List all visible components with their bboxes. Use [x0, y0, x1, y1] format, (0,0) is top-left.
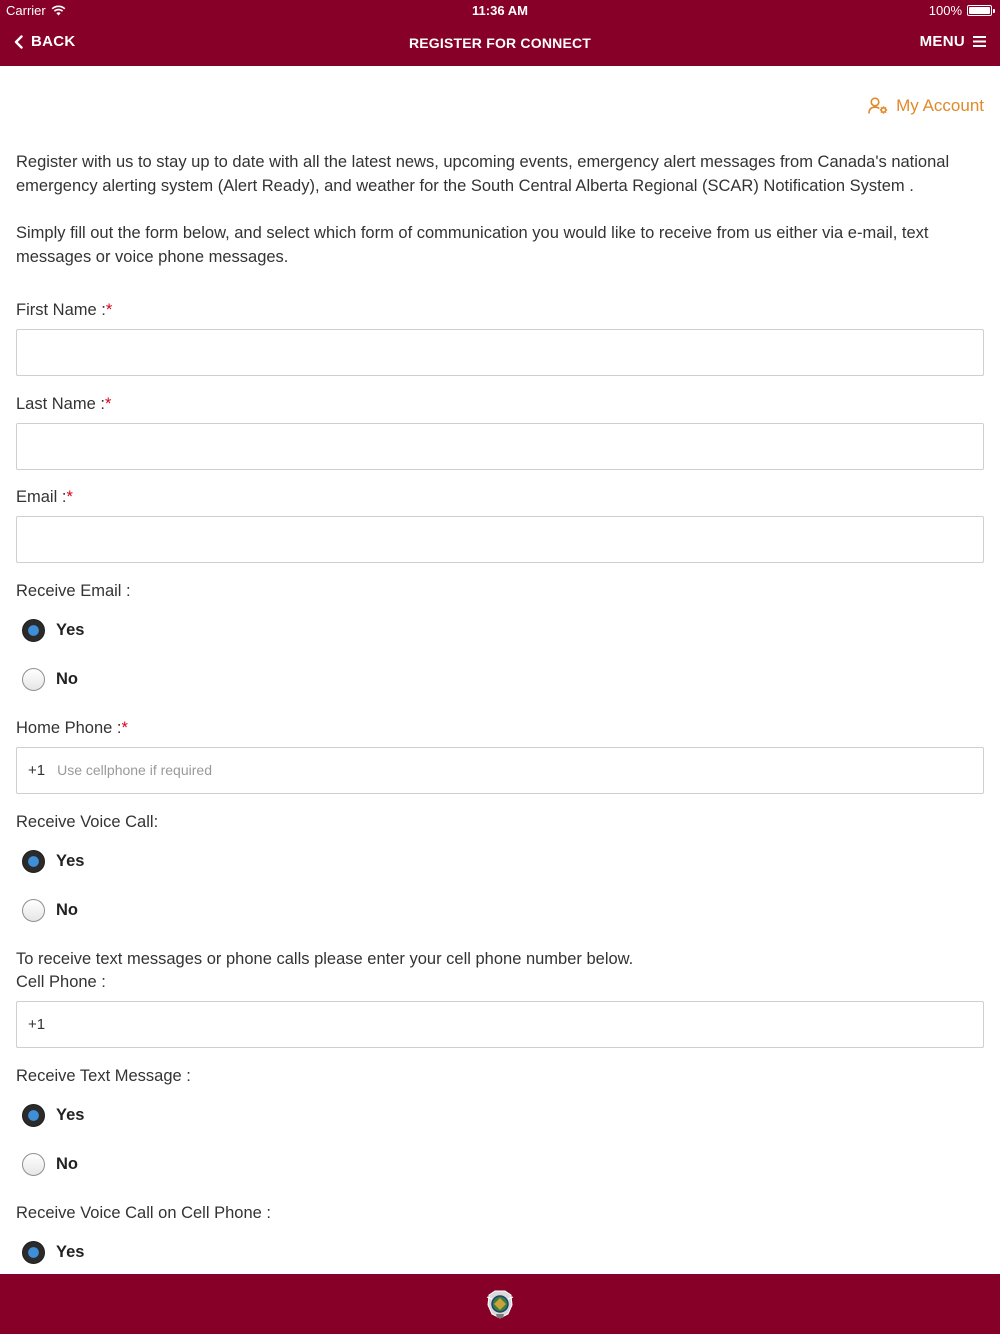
status-time: 11:36 AM	[472, 3, 528, 18]
no-label: No	[56, 1155, 78, 1173]
cell-phone-country-code: +1	[28, 1016, 46, 1033]
yes-label: Yes	[56, 852, 85, 870]
receive-voice-cell-label: Receive Voice Call on Cell Phone :	[16, 1204, 271, 1222]
home-phone-field[interactable]	[16, 747, 984, 794]
battery-percent: 100%	[928, 3, 962, 18]
receive-text-yes-option[interactable]	[22, 1104, 84, 1127]
receive-text-no-option[interactable]	[22, 1153, 78, 1176]
receive-text-label: Receive Text Message :	[16, 1067, 191, 1085]
hamburger-icon	[973, 36, 986, 47]
no-label: No	[56, 901, 78, 919]
my-account-label: My Account	[896, 96, 984, 115]
receive-email-no-option[interactable]	[22, 668, 78, 691]
receive-voice-yes-radio[interactable]	[22, 850, 45, 873]
intro-paragraph-2: Simply fill out the form below, and select which form of communication you would like to receive from us either via e-mail, text messages or voice phone messages.	[16, 224, 929, 266]
no-label: No	[56, 670, 78, 688]
email-input[interactable]	[28, 517, 983, 562]
receive-email-yes-radio[interactable]	[22, 619, 45, 642]
cell-phone-label: Cell Phone :	[16, 973, 106, 991]
page-title: REGISTER FOR CONNECT	[408, 35, 592, 51]
required-mark: *	[121, 719, 128, 737]
cell-phone-input[interactable]	[57, 1002, 983, 1047]
carrier-label: Carrier	[6, 3, 46, 18]
bottom-bar	[0, 1274, 1000, 1334]
my-account-link[interactable]	[868, 96, 984, 116]
cell-phone-field[interactable]	[16, 1001, 984, 1048]
required-mark: *	[105, 301, 113, 319]
home-phone-input[interactable]	[57, 748, 983, 793]
menu-button-label: MENU	[919, 33, 965, 50]
receive-email-yes-option[interactable]	[22, 619, 84, 642]
last-name-label: Last Name :*	[16, 395, 112, 413]
receive-text-no-radio[interactable]	[22, 1153, 45, 1176]
back-button-label: BACK	[31, 33, 76, 50]
yes-label: Yes	[56, 1106, 85, 1124]
yes-label: Yes	[56, 621, 85, 639]
receive-voice-yes-option[interactable]	[22, 850, 84, 873]
receive-voice-cell-yes-radio[interactable]	[22, 1241, 45, 1264]
user-gear-icon	[868, 97, 889, 115]
top-bar	[0, 0, 1000, 66]
first-name-input[interactable]	[28, 330, 983, 375]
yes-label: Yes	[56, 1243, 85, 1261]
first-name-field[interactable]	[16, 329, 984, 376]
receive-text-yes-radio[interactable]	[22, 1104, 45, 1127]
registration-form-page	[16, 66, 984, 1274]
receive-voice-label: Receive Voice Call:	[16, 813, 159, 831]
first-name-label: First Name :*	[16, 301, 113, 319]
receive-voice-cell-yes-option[interactable]	[22, 1241, 84, 1264]
receive-voice-no-option[interactable]	[22, 899, 78, 922]
receive-email-no-radio[interactable]	[22, 668, 45, 691]
cell-phone-note: To receive text messages or phone calls please enter your cell phone number below.	[16, 950, 634, 968]
crest-logo-icon[interactable]	[483, 1287, 517, 1321]
receive-voice-no-radio[interactable]	[22, 899, 45, 922]
intro-text	[16, 150, 984, 269]
menu-button[interactable]	[920, 33, 986, 50]
email-label: Email :*	[16, 488, 73, 506]
intro-paragraph-1: Register with us to stay up to date with all the latest news, upcoming events, emergency alert messages from Canada's national emergency alerting system (Alert Ready), and weather for the South Central Alberta Regional (SCAR) Notification System .	[16, 153, 950, 195]
home-phone-country-code: +1	[28, 762, 46, 779]
status-bar	[0, 0, 1000, 22]
navigation-bar	[0, 22, 1000, 66]
battery-icon	[967, 5, 992, 16]
battery-status	[929, 3, 992, 18]
required-mark: *	[104, 395, 112, 413]
email-field[interactable]	[16, 516, 984, 563]
last-name-field[interactable]	[16, 423, 984, 470]
home-phone-label: Home Phone :*	[16, 719, 128, 737]
required-mark: *	[66, 488, 73, 506]
receive-email-label: Receive Email :	[16, 582, 131, 600]
last-name-input[interactable]	[28, 424, 983, 469]
